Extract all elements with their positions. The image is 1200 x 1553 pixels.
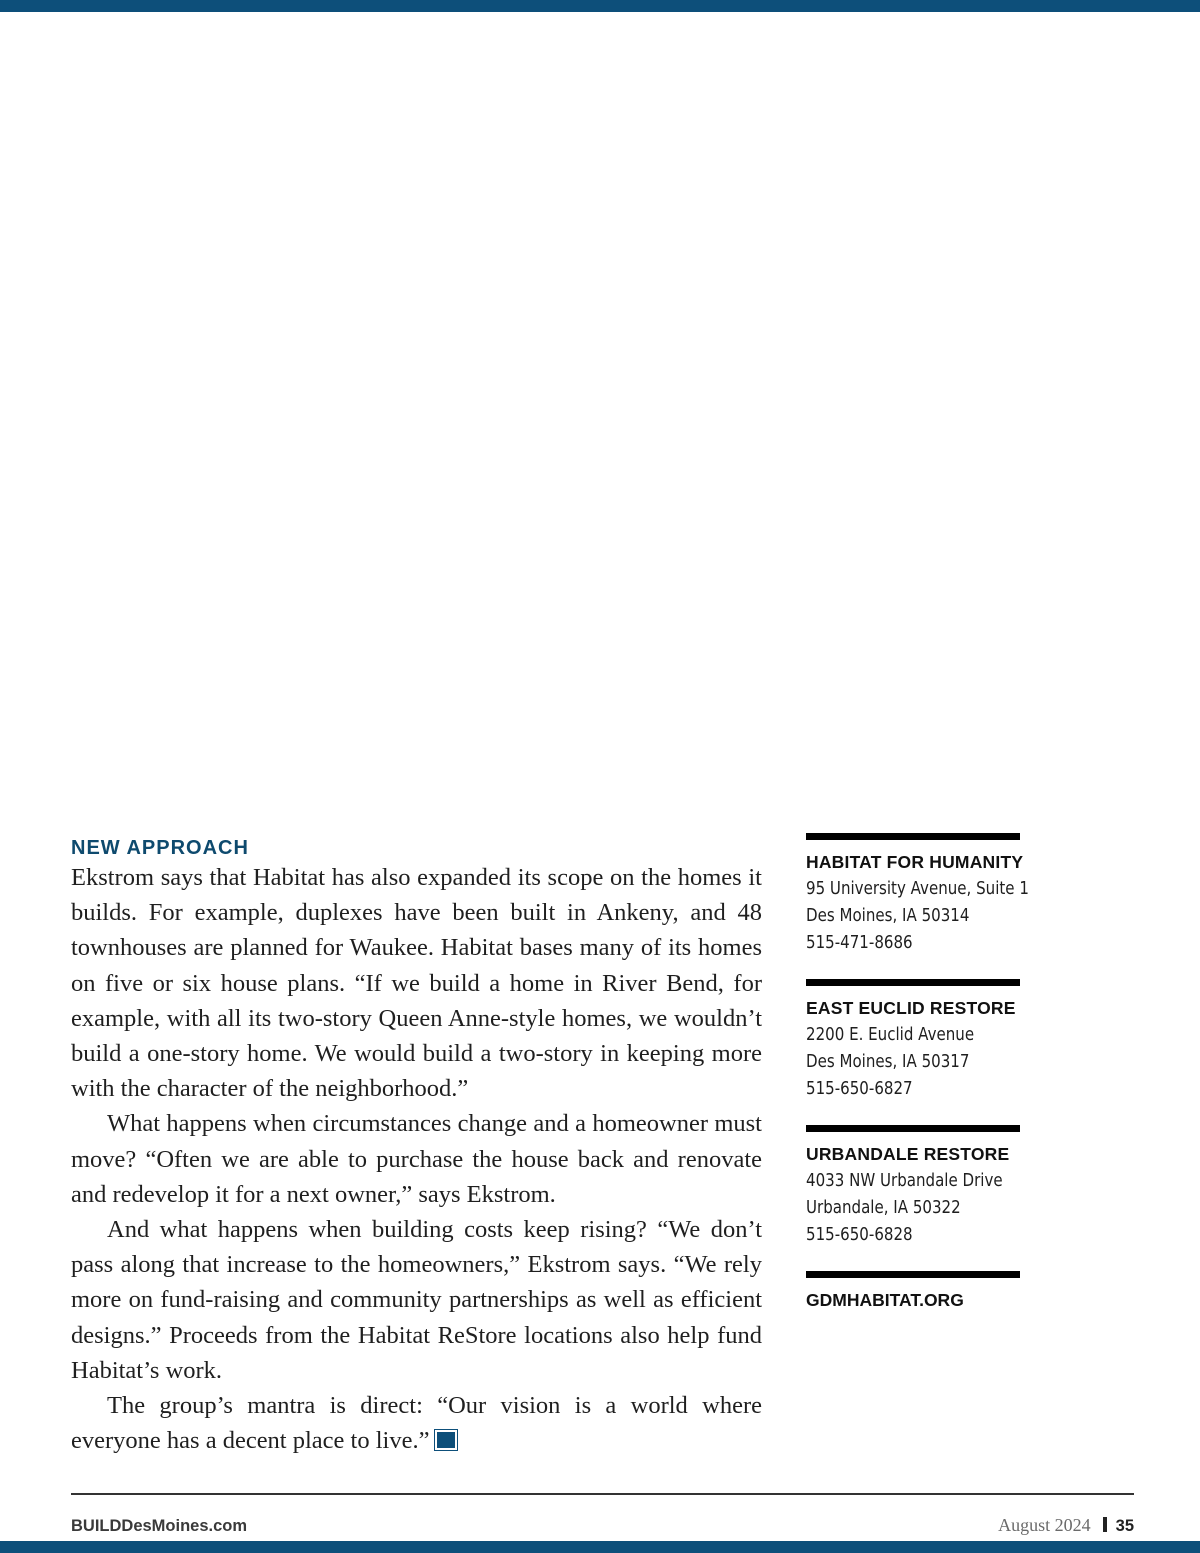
contact-sidebar [806,833,1046,1336]
article-body [71,860,762,1458]
location-address: 2200 E. Euclid Avenue [806,1025,975,1045]
location-phone: 515-650-6827 [806,1079,913,1099]
footer-separator [1103,1517,1107,1532]
location-name: HABITAT FOR HUMANITY [806,852,1024,872]
location-block-urbandale [806,1125,1046,1249]
article-paragraph: And what happens when building costs keep rising? “We don’t pass along that increase to the homeowners,” Ekstrom says. “We rely more on fund-raising and community partnerships as well as efficient designs.” Proceeds from the Habitat ReStore locations also help fund Habitat’s work. [71,1216,762,1384]
article-paragraph: Ekstrom says that Habitat has also expanded its scope on the homes it builds. For example, duplexes have been built in Ankeny, and 48 townhouses are planned for Waukee. Habitat bases many of its homes on five or six house plans. “If we build a home in River Bend, for example, with all its two-story Queen Anne-style homes, we wouldn’t build a one-story home. We would build a two-story in keeping more with the character of the neighborhood.” [71,864,762,1103]
sidebar-rule [806,1271,1020,1278]
website-link[interactable]: GDMHABITAT.ORG [806,1290,964,1310]
footer-date: August 2024 [998,1515,1091,1535]
location-address: 95 University Avenue, Suite 1 [806,879,1029,899]
article-column [71,836,762,1458]
sidebar-rule [806,833,1020,840]
location-block-habitat [806,833,1046,957]
website-block [806,1271,1046,1314]
sidebar-rule [806,979,1020,986]
location-block-east-euclid [806,979,1046,1103]
location-city: Des Moines, IA 50317 [806,1052,970,1072]
location-city: Des Moines, IA 50314 [806,906,970,926]
end-mark-icon: B [435,1430,457,1450]
location-name: EAST EUCLID RESTORE [806,998,1016,1018]
location-phone: 515-650-6828 [806,1225,913,1245]
location-address: 4033 NW Urbandale Drive [806,1171,1003,1191]
location-name: URBANDALE RESTORE [806,1144,1010,1164]
bottom-brand-bar [0,1541,1200,1553]
section-heading: NEW APPROACH [71,837,249,859]
footer-issue-info [998,1515,1134,1536]
article-paragraph-last [71,1388,762,1458]
location-city: Urbandale, IA 50322 [806,1198,961,1218]
article-paragraph-text: The group’s mantra is direct: “Our vision is a world where everyone has a decent place to live.” [71,1392,762,1455]
footer-divider [71,1493,1134,1495]
article-paragraph: What happens when circumstances change and a homeowner must move? “Often we are able to purchase the house back and renovate and redevelop it for a next owner,” says Ekstrom. [71,1110,762,1208]
footer-site-link[interactable]: BUILDDesMoines.com [71,1517,248,1535]
sidebar-rule [806,1125,1020,1132]
location-phone: 515-471-8686 [806,933,913,953]
top-brand-bar [0,0,1200,12]
page-number: 35 [1115,1517,1134,1535]
